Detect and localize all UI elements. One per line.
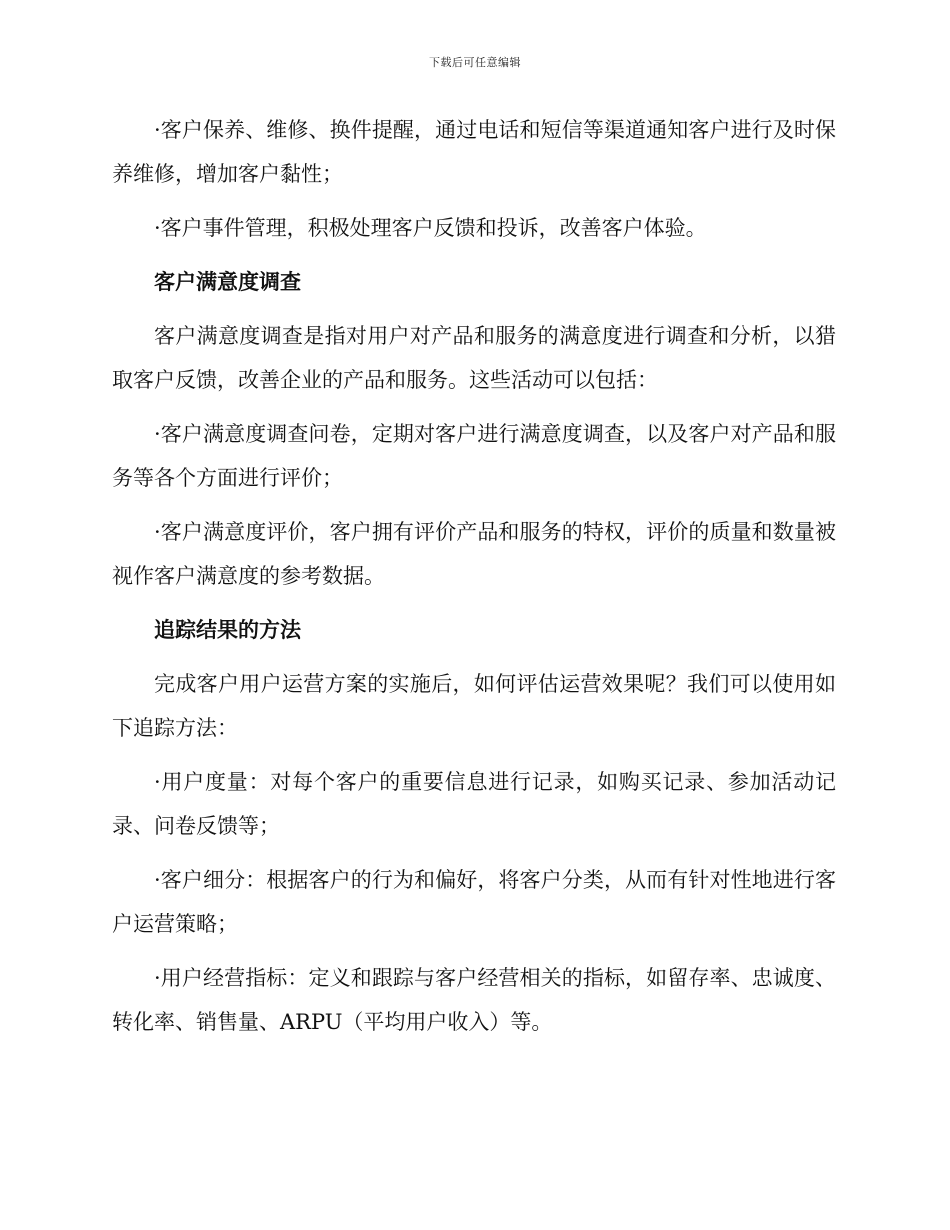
section-heading-tracking-methods: 追踪结果的方法 (154, 618, 301, 642)
bullet-maintenance-reminder: ·客户保养、维修、换件提醒，通过电话和短信等渠道通知客户进行及时保养维修，增加客户黏性； (112, 118, 836, 186)
paragraph-satisfaction-intro: 客户满意度调查是指对用户对产品和服务的满意度进行调查和分析，以猎取客户反馈，改善企业的产品和服务。这些活动可以包括： (112, 324, 836, 392)
bullet-operation-indicators: ·用户经营指标：定义和跟踪与客户经营相关的指标，如留存率、忠诚度、转化率、销售量、ARPU（平均用户收入）等。 (112, 966, 836, 1034)
page-header: 下载后可任意编辑 (429, 56, 521, 69)
bullet-survey-questionnaire: ·客户满意度调查问卷，定期对客户进行满意度调查，以及客户对产品和服务等各个方面进行评价； (112, 422, 836, 490)
bullet-customer-segmentation: ·客户细分：根据客户的行为和偏好，将客户分类，从而有针对性地进行客户运营策略； (112, 868, 836, 936)
bullet-user-metrics: ·用户度量：对每个客户的重要信息进行记录，如购买记录、参加活动记录、问卷反馈等； (112, 770, 836, 838)
section-heading-satisfaction-survey: 客户满意度调查 (154, 270, 301, 294)
bullet-satisfaction-rating: ·客户满意度评价，客户拥有评价产品和服务的特权，评价的质量和数量被视作客户满意度的参考数据。 (112, 520, 836, 588)
bullet-event-management: ·客户事件管理，积极处理客户反馈和投诉，改善客户体验。 (154, 216, 707, 240)
paragraph-tracking-intro: 完成客户用户运营方案的实施后，如何评估运营效果呢？我们可以使用如下追踪方法： (112, 672, 836, 740)
document-body (112, 108, 836, 1054)
